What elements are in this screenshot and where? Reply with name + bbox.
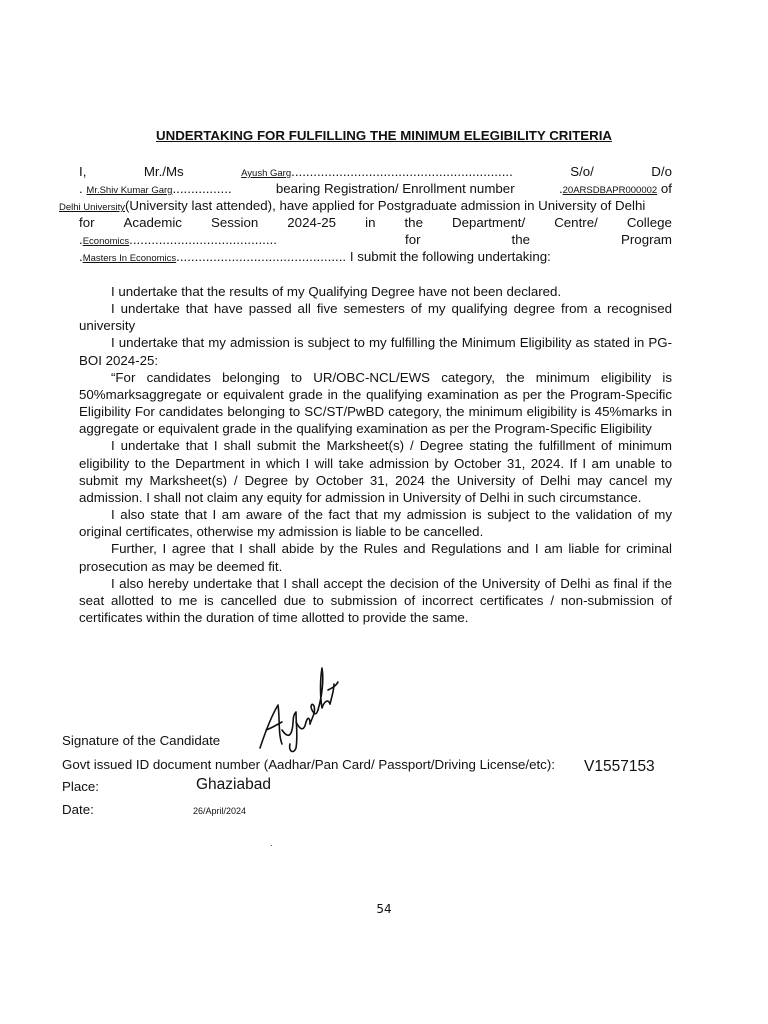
candidate-name: Ayush Garg: [241, 168, 292, 179]
session-line-word: Department/: [452, 215, 526, 230]
document-title: UNDERTAKING FOR FULFILLING THE MINIMUM ELEGIBILITY CRITERIA: [155, 128, 612, 143]
id-label: Govt issued ID document number (Aadhar/Pan Card/ Passport/Driving License/etc):: [62, 757, 555, 772]
signature-image: [252, 660, 342, 755]
program-suffix: I submit the following undertaking:: [349, 249, 551, 264]
of-text: of: [660, 181, 672, 196]
session-line: [79, 214, 672, 231]
session-line-word: Session: [210, 215, 259, 230]
paragraph-8: I also hereby undertake that I shall accept the decision of the University of Delhi as final if the seat allotted to me is cancelled due to submission of incorrect certificates / non-submission of certificates within the duration of time allotted to provide the same.: [79, 575, 672, 625]
program-line-word: Program: [621, 232, 672, 247]
date-value: 26/April/2024: [193, 806, 247, 816]
page-number: 54: [376, 902, 392, 916]
session-line-word: for: [79, 215, 95, 230]
place-value: Ghaziabad: [196, 776, 271, 793]
program-line-word: for: [405, 232, 421, 247]
paragraph-3: I undertake that my admission is subject to my fulfilling the Minimum Eligibility as stated in PG-BOI 2024-25:: [79, 335, 672, 368]
name-dots: ............................................................: [291, 164, 513, 179]
session-line-word: Centre/: [554, 215, 598, 230]
i-label: I,: [79, 164, 87, 179]
do-label: D/o: [651, 164, 672, 179]
place-label: Place:: [62, 779, 99, 794]
reg-prefix: .: [558, 181, 563, 196]
paragraph-1: I undertake that the results of my Qualifying Degree have not been declared.: [111, 284, 562, 299]
university-suffix: (University last attended), have applied for Postgraduate admission in University of Delhi: [125, 198, 646, 213]
paragraph-7: Further, I agree that I shall abide by the Rules and Regulations and I am liable for criminal prosecution as may be deemed fit.: [79, 541, 672, 574]
registration-number: 20ARSDBAPR000002: [562, 185, 658, 196]
undertaking-body: [79, 283, 672, 626]
paragraph-4: “For candidates belonging to UR/OBC-NCL/EWS category, the minimum eligibility is 50%marksaggregate or equivalent grade in the qualifying examination as per the Program-Specific Eligibility For candidates belonging to SC/ST/PwBD category, the minimum eligibility is 45%marks in aggregate or equivalent grade in the qualifying examination as per the Program-Specific Eligibility: [79, 369, 672, 437]
date-label: Date:: [62, 802, 94, 817]
parent-name: Mr.Shiv Kumar Garg: [86, 185, 173, 196]
session-line-word: Academic: [123, 215, 182, 230]
signature-label: Signature of the Candidate: [62, 733, 221, 748]
parent-prefix: .: [79, 181, 83, 196]
dept-prefix: .: [79, 232, 83, 247]
prog-dots: ..............................................: [176, 249, 347, 264]
program-line: [79, 248, 672, 267]
id-value: V1557153: [584, 758, 655, 775]
program-line-word: the: [511, 232, 531, 247]
program-words: [293, 231, 672, 248]
so-label: S/o/: [570, 164, 594, 179]
session-line-word: the: [404, 215, 423, 230]
session-line-word: 2024-25: [287, 215, 337, 230]
paragraph-5: I undertake that I shall submit the Marksheet(s) / Degree stating the fulfillment of minimum eligibility to the Department in which I will take admission by October 31, 2024. If I am unable to submit my Marksheet(s) / Degree by October 31, 2024 the University of Delhi may cancel my admission. I shall not claim any equity for admission in University of Delhi in such circumstance.: [79, 438, 672, 505]
stray-mark: .: [270, 838, 273, 848]
paragraph-6: I also state that I am aware of the fact that my admission is subject to the validation of my original certificates, otherwise my admission is liable to be cancelled.: [79, 507, 672, 540]
salutation-label: Mr./Ms: [143, 164, 184, 179]
department-name: Economics: [82, 236, 130, 247]
paragraph-2: I undertake that have passed all five semesters of my qualifying degree from a recognised university: [79, 301, 672, 334]
parent-dots: ................: [172, 181, 232, 196]
session-line-word: in: [365, 215, 376, 230]
program-name: Masters In Economics: [82, 253, 177, 264]
dept-dots: ........................................: [129, 232, 277, 247]
university-name: Delhi University: [59, 202, 125, 213]
bearing-text: bearing Registration/ Enrollment number: [275, 181, 515, 196]
prog-prefix: .: [79, 249, 83, 264]
session-line-word: College: [626, 215, 672, 230]
